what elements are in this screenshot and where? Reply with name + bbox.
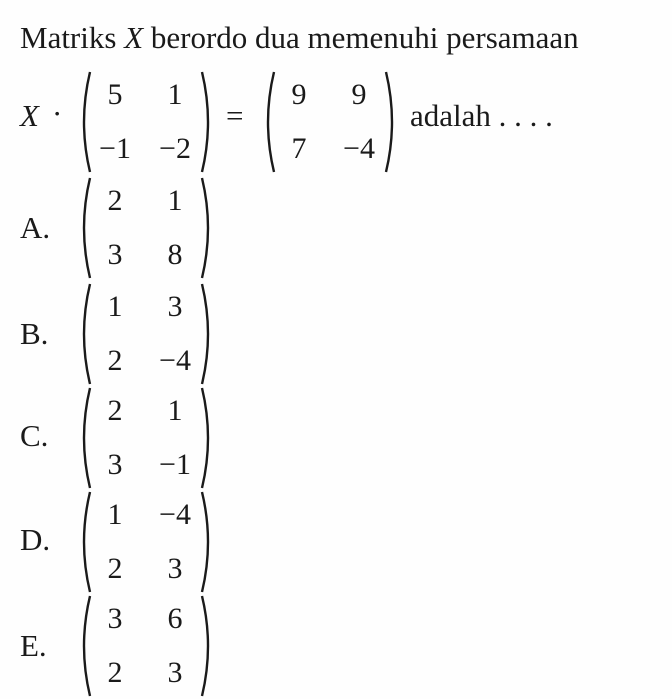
option-d-matrix[interactable] <box>76 490 216 594</box>
right-paren <box>200 594 216 698</box>
right-paren <box>200 176 216 280</box>
matrix-cell: 5 <box>107 78 123 111</box>
matrix-cell: 2 <box>107 394 123 427</box>
matrix-cell: 3 <box>107 448 123 481</box>
matrix-cell: −1 <box>159 448 191 481</box>
matrix-cell: 9 <box>291 78 307 111</box>
matrix-variable: X <box>124 20 144 55</box>
matrix-cell: −2 <box>159 132 191 165</box>
option-d-label: D. <box>20 522 51 557</box>
matrix-cell: 7 <box>291 132 307 165</box>
option-e-label: E. <box>20 628 47 663</box>
matrix-cell: −4 <box>159 498 191 531</box>
option-b-label: B. <box>20 316 49 351</box>
equation-matrix-right <box>260 70 400 174</box>
matrix-cell: 3 <box>167 290 183 323</box>
right-paren <box>200 282 216 386</box>
matrix-cell: 1 <box>167 184 183 217</box>
option-b-matrix[interactable] <box>76 282 216 386</box>
option-e-matrix[interactable] <box>76 594 216 698</box>
matrix-cell: 6 <box>167 602 183 635</box>
right-paren <box>200 70 216 174</box>
equation-equals: = <box>226 98 244 133</box>
equation-matrix-left <box>76 70 216 174</box>
matrix-cell: 2 <box>107 656 123 689</box>
matrix-cell: −4 <box>159 344 191 377</box>
right-paren <box>384 70 400 174</box>
question-text-suffix: berordo dua memenuhi persamaan <box>143 20 579 55</box>
matrix-cell: 2 <box>107 344 123 377</box>
equation-variable: X <box>20 98 39 133</box>
matrix-cell: 1 <box>107 498 123 531</box>
matrix-cell: 3 <box>167 552 183 585</box>
option-a-label: A. <box>20 210 51 245</box>
right-paren <box>200 386 216 490</box>
matrix-cell: 2 <box>107 552 123 585</box>
equation-tail: adalah . . . . <box>410 98 553 133</box>
right-paren <box>200 490 216 594</box>
matrix-cell: 3 <box>107 602 123 635</box>
matrix-cell: 8 <box>167 238 183 271</box>
matrix-cell: 2 <box>107 184 123 217</box>
matrix-cell: 1 <box>167 78 183 111</box>
option-a-matrix[interactable] <box>76 176 216 280</box>
matrix-cell: 3 <box>167 656 183 689</box>
option-c-label: C. <box>20 418 49 453</box>
matrix-cell: −4 <box>343 132 375 165</box>
matrix-cell: −1 <box>99 132 131 165</box>
option-c-matrix[interactable] <box>76 386 216 490</box>
equation-dot: · <box>52 96 63 131</box>
matrix-cell: 1 <box>107 290 123 323</box>
matrix-cell: 3 <box>107 238 123 271</box>
question-text-prefix: Matriks <box>20 20 125 55</box>
question-line-1 <box>20 22 579 53</box>
matrix-cell: 9 <box>351 78 367 111</box>
matrix-cell: 1 <box>167 394 183 427</box>
